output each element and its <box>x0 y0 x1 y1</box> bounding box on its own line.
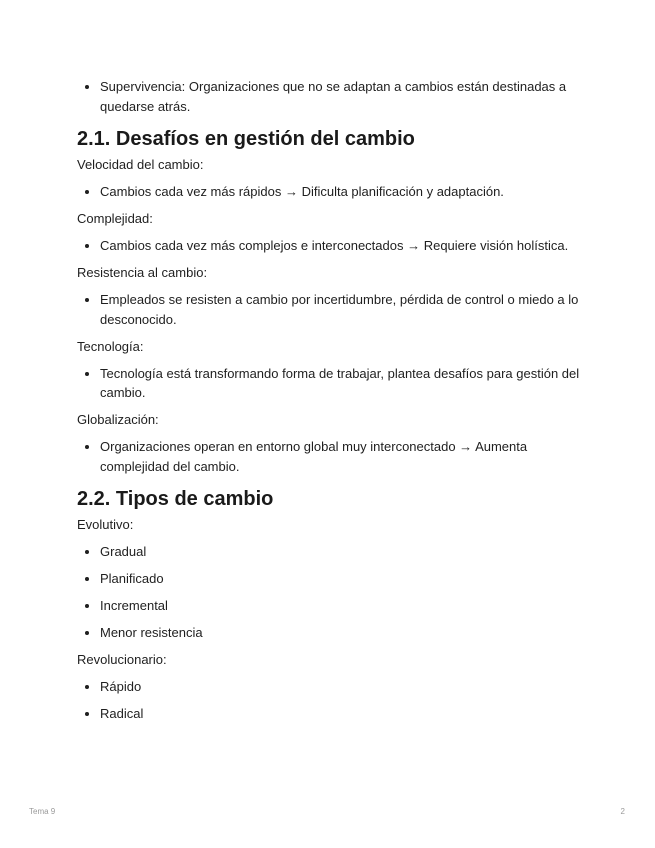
bullet-list <box>77 290 587 329</box>
list-item: • Incremental <box>100 596 587 616</box>
list-item: • Gradual <box>100 542 587 562</box>
group-label: Tecnología: <box>77 338 144 354</box>
list-item: • Tecnología está transformando forma de trabajar, plantea desafíos para gestión del cambio. <box>100 364 587 403</box>
list-item: • Organizaciones operan en entorno global muy interconectado → Aumenta complejidad del cambio. <box>100 437 587 476</box>
group-label: Velocidad del cambio: <box>77 157 204 172</box>
list-item: • Rápido <box>100 677 587 697</box>
section-heading-tipos: 2.2. Tipos de cambio <box>77 488 274 510</box>
page-content <box>77 77 587 731</box>
group-label: Revolucionario: <box>77 652 167 667</box>
bullet-list <box>77 236 587 256</box>
group-label: Resistencia al cambio: <box>77 265 208 280</box>
list-item: • Planificado <box>100 569 587 589</box>
intro-list <box>77 77 587 116</box>
bullet-list <box>77 542 587 643</box>
list-item: • Radical <box>100 704 587 724</box>
list-item: • Cambios cada vez más complejos e interconectados → Requiere visión holística. <box>100 236 587 256</box>
list-item: • Supervivencia: Organizaciones que no se adaptan a cambios están destinadas a quedarse atrás. <box>100 77 587 116</box>
bullet-list <box>77 677 587 724</box>
bullet-list <box>77 182 587 202</box>
group-label: Globalización: <box>77 412 159 427</box>
list-item: • Cambios cada vez más rápidos → Dificulta planificación y adaptación. <box>100 182 587 202</box>
list-item: • Menor resistencia <box>100 623 587 643</box>
bullet-list <box>77 364 587 403</box>
group-label: Evolutivo: <box>77 517 134 532</box>
section-heading-desafios: 2.1. Desafíos en gestión del cambio <box>77 128 415 150</box>
footer-title: Tema 9 <box>29 807 56 816</box>
page-number: 2 <box>620 807 625 816</box>
list-item: • Empleados se resisten a cambio por incertidumbre, pérdida de control o miedo a lo desconocido. <box>100 290 587 329</box>
group-label: Complejidad: <box>77 211 153 226</box>
bullet-list <box>77 437 587 476</box>
